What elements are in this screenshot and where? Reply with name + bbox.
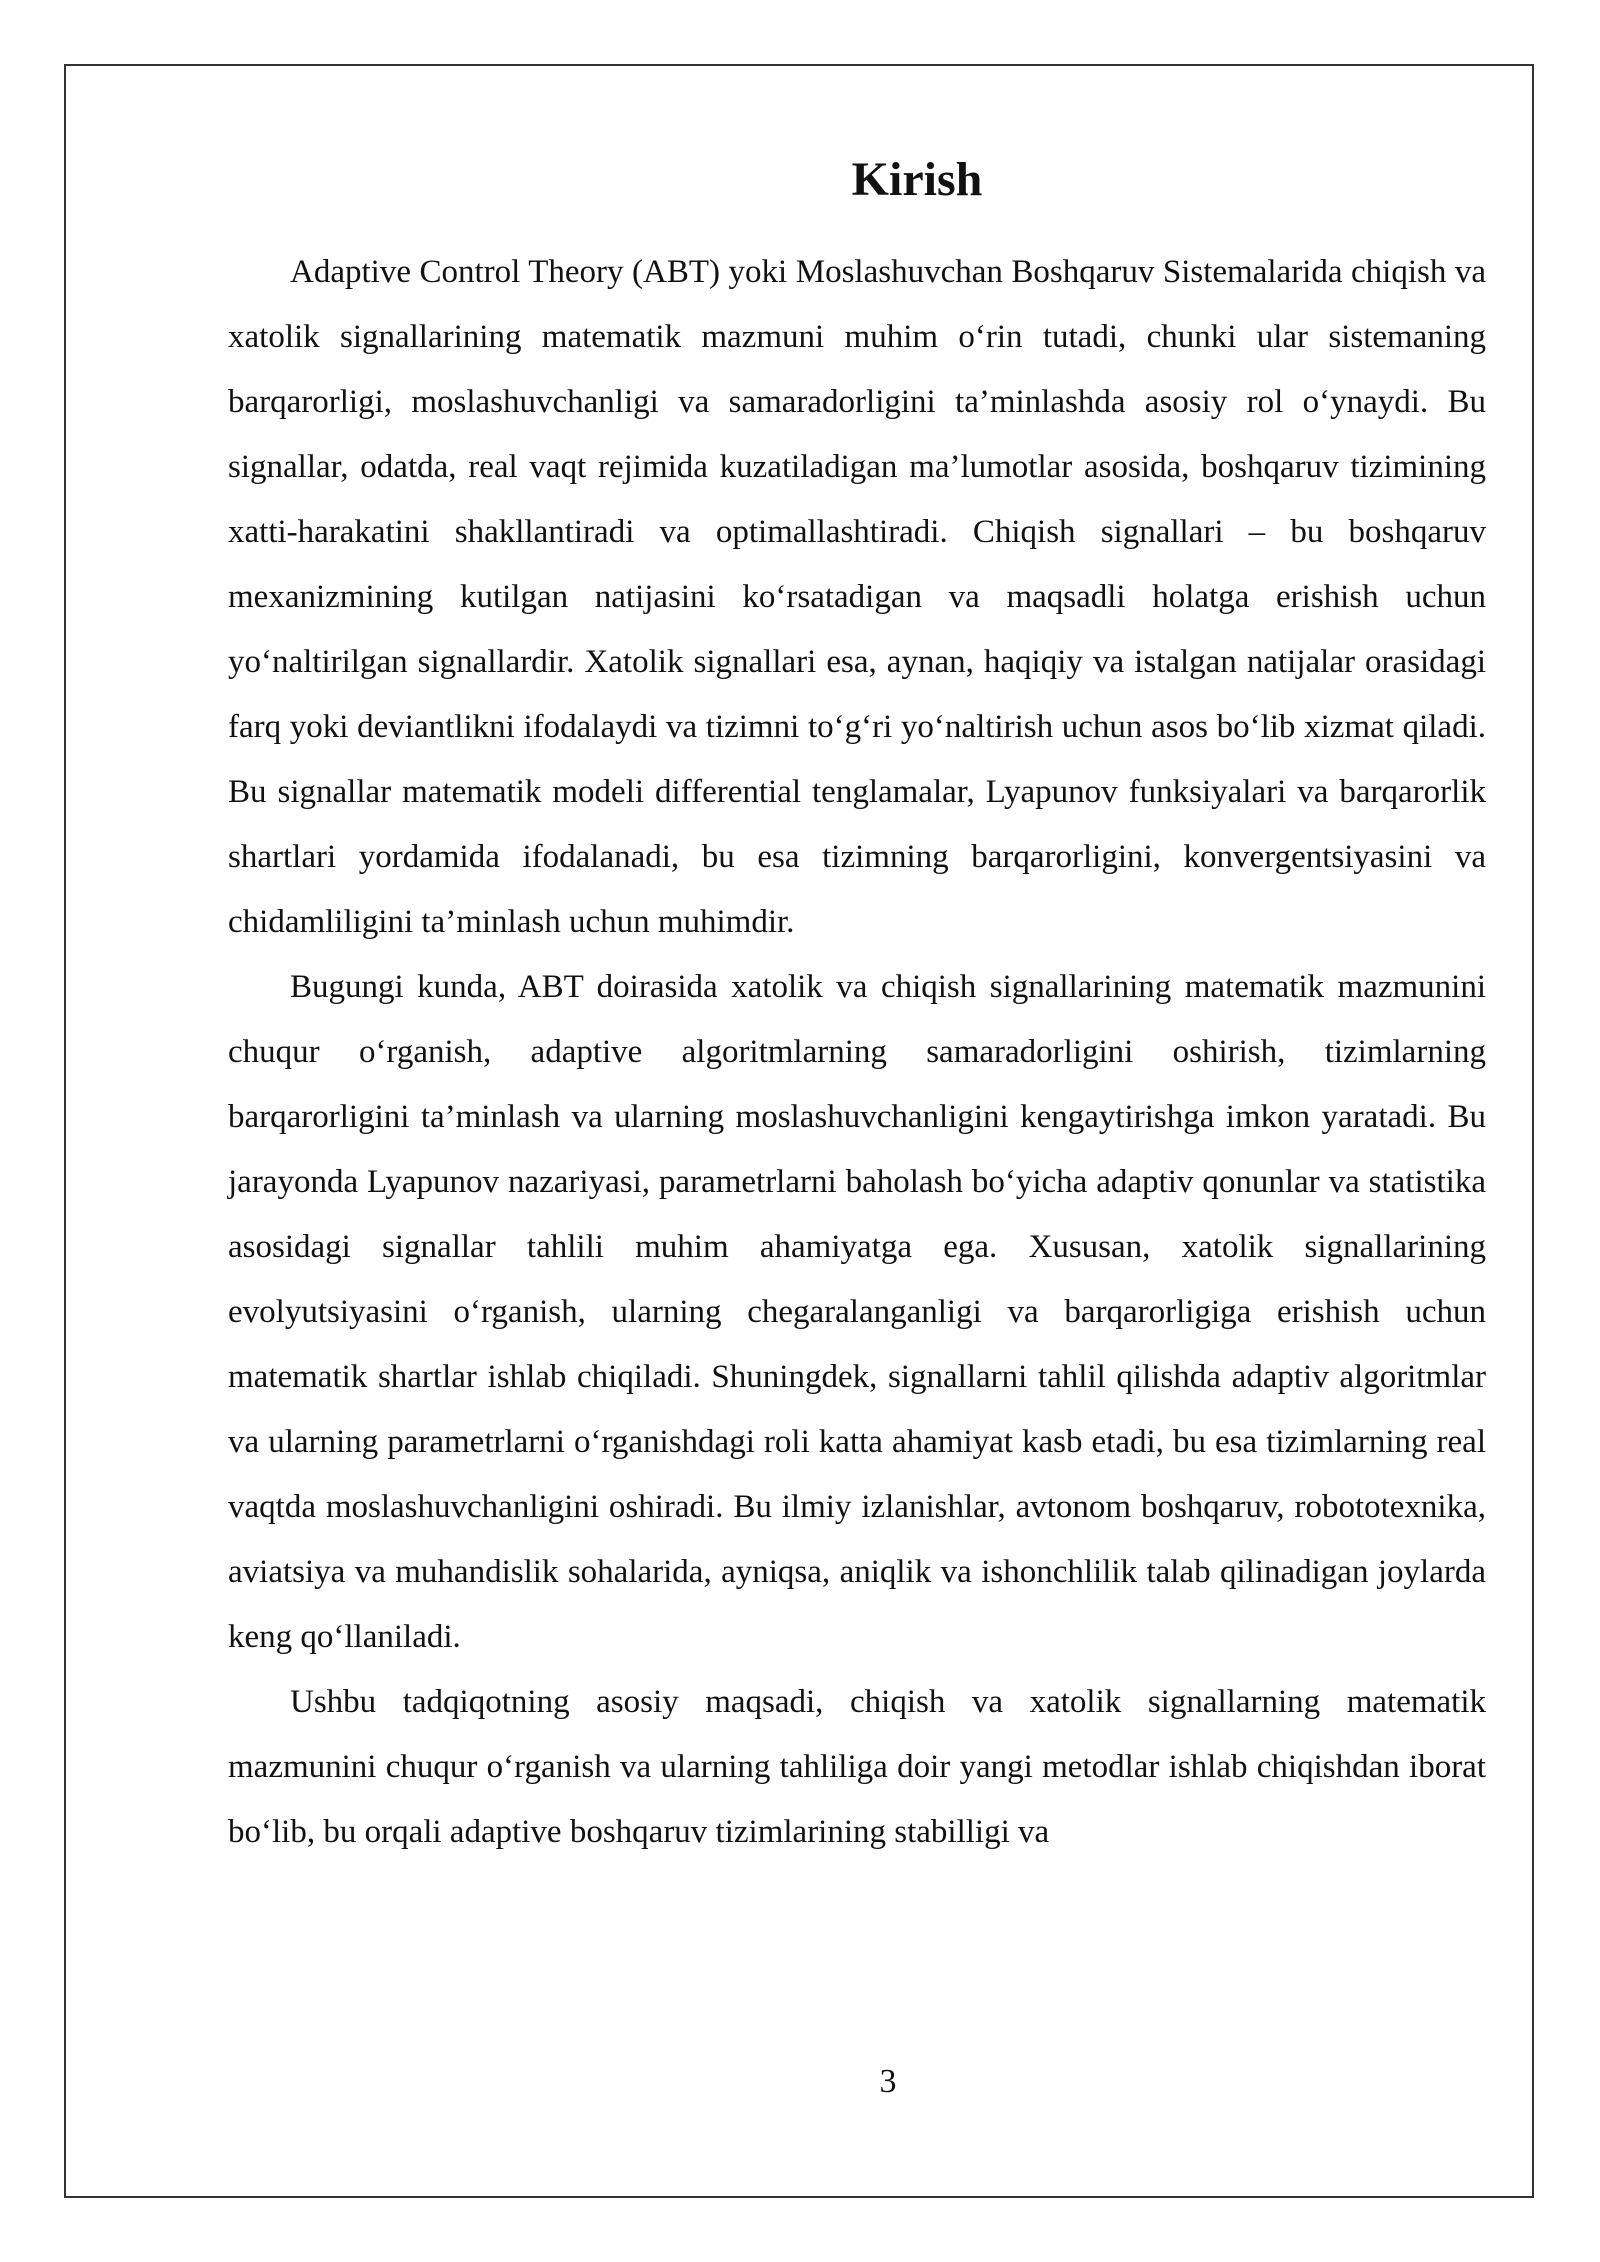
- paragraph-3: Ushbu tadqiqotning asosiy maqsadi, chiqish va xatolik signallarning matematik mazmunini chuqur o‘rganish va ularning tahliliga doir yangi metodlar ishlab chiqishdan iborat bo‘lib, bu orqali adaptive boshqaruv tizimlarining stabilligi va: [228, 1684, 1486, 1850]
- document-body: [228, 150, 1486, 1865]
- page-number: 3: [879, 2063, 897, 2100]
- paragraph-2: Bugungi kunda, ABT doirasida xatolik va chiqish signallarining matematik mazmunini chuqur o‘rganish, adaptive algoritmlarning samaradorligini oshirish, tizimlarning barqarorligini ta’minlash va ularning moslashuvchanligini kengaytirishga imkon yaratadi. Bu jarayonda Lyapunov nazariyasi, parametrlarni baholash bo‘yicha adaptiv qonunlar va statistika asosidagi signallar tahlili muhim ahamiyatga ega. Xususan, xatolik signallarining evolyutsiyasini o‘rganish, ularning chegaralanganligi va barqarorligiga erishish uchun matematik shartlar ishlab chiqiladi. Shuningdek, signallarni tahlil qilishda adaptiv algoritmlar va ularning parametrlarni o‘rganishdagi roli katta ahamiyat kasb etadi, bu esa tizimlarning real vaqtda moslashuvchanligini oshiradi. Bu ilmiy izlanishlar, avtonom boshqaruv, robototexnika, aviatsiya va muhandislik sohalarida, ayniqsa, aniqlik va ishonchlilik talab qilinadigan joylarda keng qo‘llaniladi.: [228, 969, 1486, 1655]
- paragraph-1: Adaptive Control Theory (ABT) yoki Moslashuvchan Boshqaruv Sistemalarida chiqish va xatolik signallarining matematik mazmuni muhim o‘rin tutadi, chunki ular sistemaning barqarorligi, moslashuvchanligi va samaradorligini ta’minlashda asosiy rol o‘ynaydi. Bu signallar, odatda, real vaqt rejimida kuzatiladigan ma’lumotlar asosida, boshqaruv tizimining xatti-harakatini shakllantiradi va optimallashtiradi. Chiqish signallari – bu boshqaruv mexanizmining kutilgan natijasini ko‘rsatadigan va maqsadli holatga erishish uchun yo‘naltirilgan signallardir. Xatolik signallari esa, aynan, haqiqiy va istalgan natijalar orasidagi farq yoki deviantlikni ifodalaydi va tizimni to‘g‘ri yo‘naltirish uchun asos bo‘lib xizmat qiladi. Bu signallar matematik modeli differential tenglamalar, Lyapunov funksiyalari va barqarorlik shartlari yordamida ifodalanadi, bu esa tizimning barqarorligini, konvergentsiyasini va chidamliligini ta’minlash uchun muhimdir.: [228, 254, 1486, 940]
- section-title: Kirish: [851, 153, 983, 206]
